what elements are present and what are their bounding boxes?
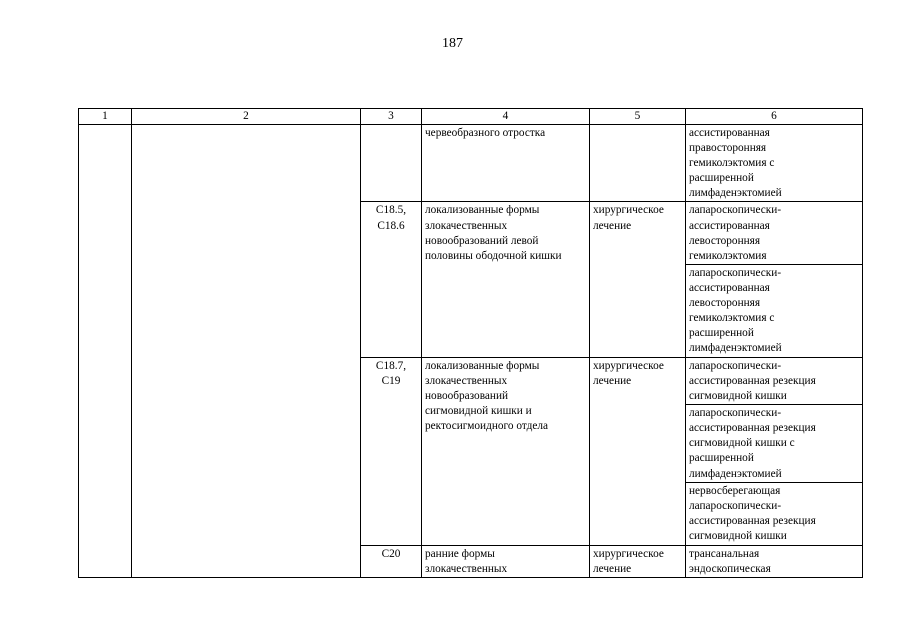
cell-treatment: хирургическое лечение xyxy=(590,357,686,545)
cell-method: ассистированная правосторонняя гемиколэктомия с расширенной лимфаденэктомией xyxy=(686,125,863,202)
cell-code: C20 xyxy=(361,545,422,577)
column-header-3: 3 xyxy=(361,109,422,125)
cell-method: лапароскопически- ассистированная резекция сигмовидной кишки xyxy=(686,357,863,404)
column-header-2: 2 xyxy=(132,109,361,125)
column-header-6: 6 xyxy=(686,109,863,125)
table-row xyxy=(79,125,863,202)
cell-model: локализованные формы злокачественных новообразований сигмовидной кишки и ректосигмоидного отдела xyxy=(422,357,590,545)
column-header-1: 1 xyxy=(79,109,132,125)
cell-code: C18.7, C19 xyxy=(361,357,422,545)
cell-method: нервосберегающая лапароскопически- ассистированная резекция сигмовидной кишки xyxy=(686,483,863,545)
cell-code xyxy=(361,125,422,202)
cell-model: локализованные формы злокачественных новообразований левой половины ободочной кишки xyxy=(422,202,590,357)
medical-care-table xyxy=(78,108,863,578)
cell-method: лапароскопически- ассистированная левосторонняя гемиколэктомия с расширенной лимфаденэктомией xyxy=(686,264,863,357)
cell-treatment xyxy=(590,125,686,202)
page-number: 187 xyxy=(442,36,463,51)
cell-treatment: хирургическое лечение xyxy=(590,545,686,577)
cell-model: ранние формы злокачественных xyxy=(422,545,590,577)
cell-model: червеобразного отростка xyxy=(422,125,590,202)
table-header-row xyxy=(79,109,863,125)
column-header-4: 4 xyxy=(422,109,590,125)
column-header-5: 5 xyxy=(590,109,686,125)
cell-code: C18.5, C18.6 xyxy=(361,202,422,357)
cell-col1 xyxy=(79,125,132,578)
cell-col2 xyxy=(132,125,361,578)
cell-method: лапароскопически- ассистированная левосторонняя гемиколэктомия xyxy=(686,202,863,264)
cell-method: лапароскопически- ассистированная резекция сигмовидной кишки с расширенной лимфаденэктомией xyxy=(686,405,863,483)
cell-treatment: хирургическое лечение xyxy=(590,202,686,357)
cell-method: трансанальная эндоскопическая xyxy=(686,545,863,577)
